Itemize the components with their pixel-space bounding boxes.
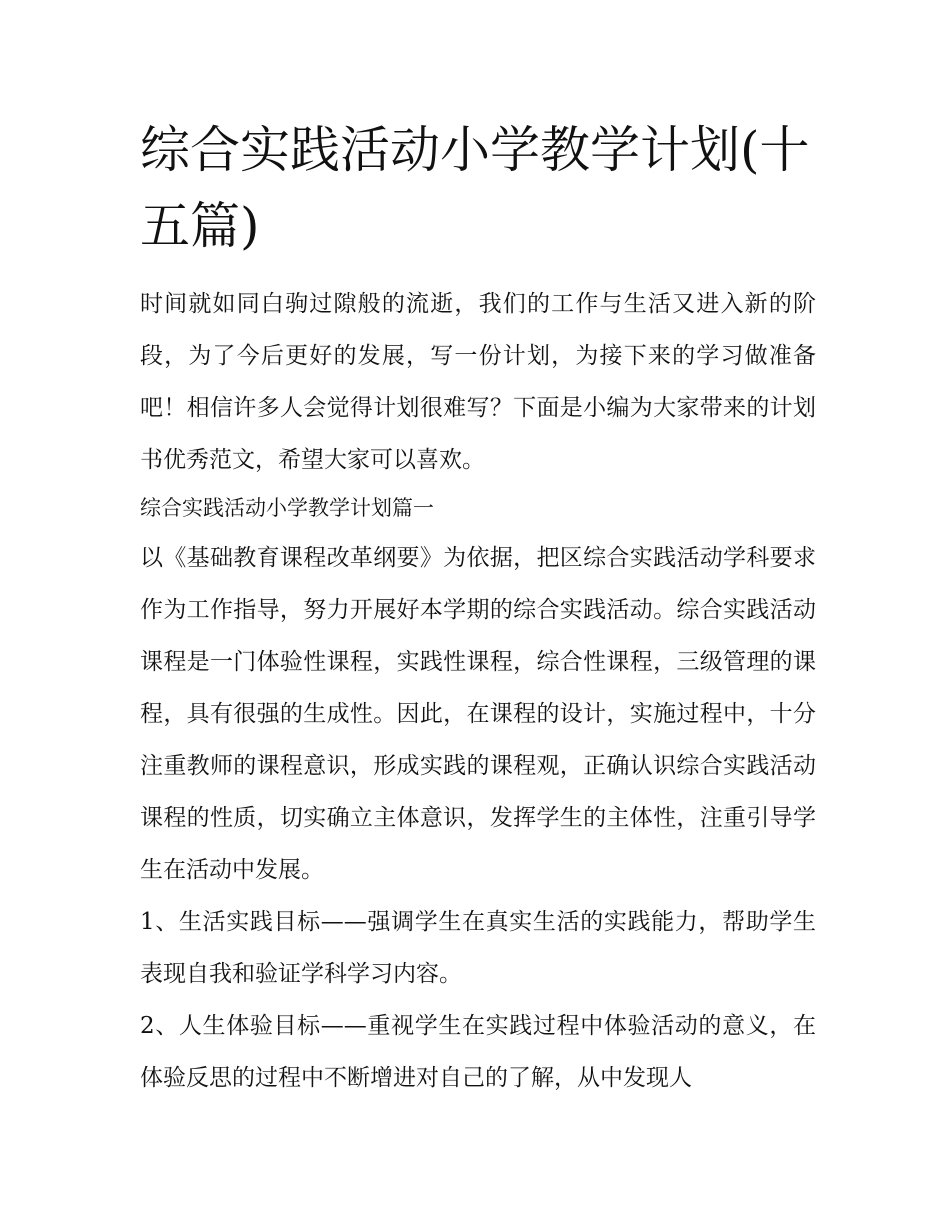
document-page [140, 112, 816, 1104]
goal-item-2: 2、人生体验目标——重视学生在实践过程中体验活动的意义，在体验反思的过程中不断增进对自己的了解，从中发现人 [140, 1013, 816, 1091]
section-heading: 综合实践活动小学教学计划篇一 [140, 496, 434, 520]
intro-paragraph: 时间就如同白驹过隙般的流逝，我们的工作与生活又进入新的阶段，为了今后更好的发展，写一份计划，为接下来的学习做准备吧！相信许多人会觉得计划很难写？下面是小编为大家带来的计划书优秀范文，希望大家可以喜欢。 [140, 291, 816, 473]
goal-item-1: 1、生活实践目标——强调学生在真实生活的实践能力，帮助学生表现自我和验证学科学习内容。 [140, 909, 816, 987]
document-title: 综合实践活动小学教学计划(十五篇) [140, 121, 810, 255]
body-paragraph: 以《基础教育课程改革纲要》为依据，把区综合实践活动学科要求作为工作指导，努力开展好本学期的综合实践活动。综合实践活动课程是一门体验性课程，实践性课程，综合性课程，三级管理的课程，具有很强的生成性。因此，在课程的设计，实施过程中，十分注重教师的课程意识，形成实践的课程观，正确认识综合实践活动课程的性质，切实确立主体意识，发挥学生的主体性，注重引导学生在活动中发展。 [140, 545, 816, 883]
